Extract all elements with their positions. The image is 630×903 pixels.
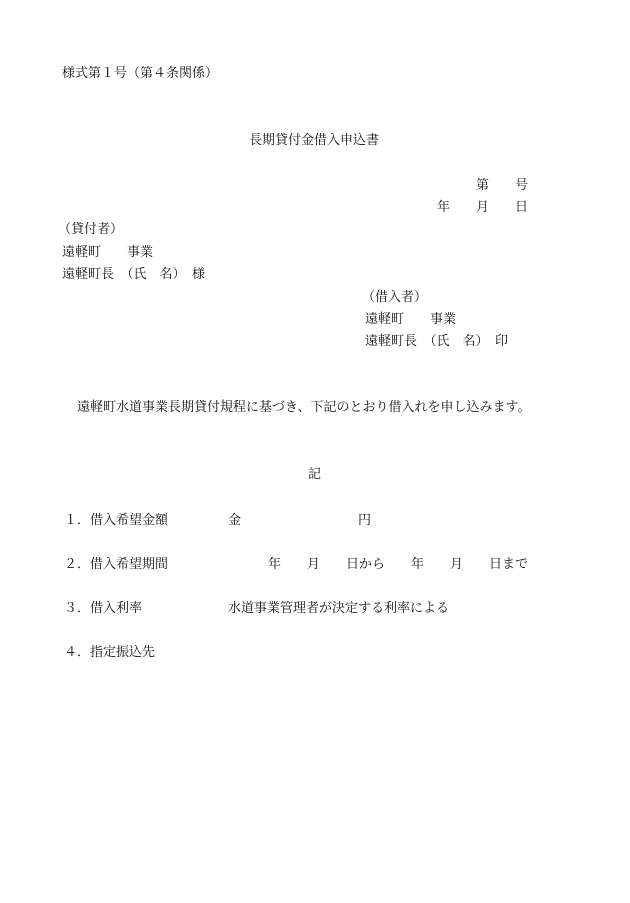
item-rate-label: ３．借入利率 [64,601,143,616]
item-rate-value: 水道事業管理者が決定する利率による [228,601,450,616]
borrower-org: 遠軽町 事業 [365,312,457,327]
intro-text: 遠軽町水道事業長期貸付規程に基づき、下記のとおり借入れを申し込みます。 [77,400,531,415]
borrower-label: （借入者） [362,290,428,305]
borrower-rep: 遠軽町長 （氏 名） 印 [365,334,509,349]
form-number: 様式第１号（第４条関係） [62,66,219,81]
document-number: 第 号 [475,178,528,193]
lender-label: （貸付者） [58,222,124,237]
item-amount-label: １．借入希望金額 [64,513,169,528]
ki-heading: 記 [308,467,322,482]
lender-org: 遠軽町 事業 [62,245,154,260]
item-period-label: ２．借入希望期間 [64,557,169,572]
item-period-value: 年 月 日から 年 月 日まで [268,557,529,572]
lender-rep: 遠軽町長 （氏 名） 様 [62,267,206,282]
item-amount-value: 金 円 [228,513,372,528]
document-date: 年 月 日 [436,200,528,215]
document-title: 長期貸付金借入申込書 [249,133,380,148]
item-account-label: ４．指定振込先 [64,645,156,660]
